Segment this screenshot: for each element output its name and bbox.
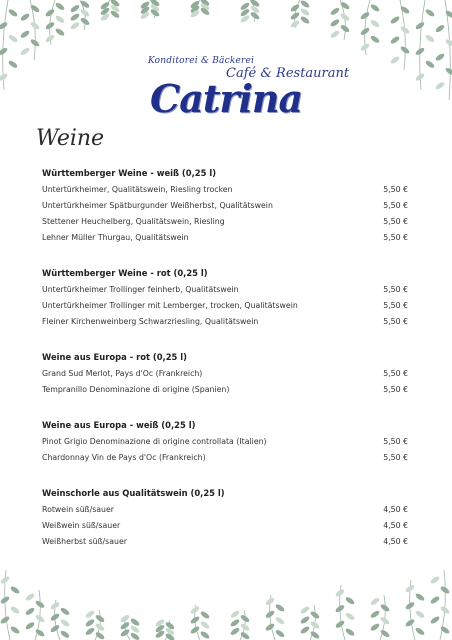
item-price: 5,50 €: [383, 301, 408, 310]
item-price: 5,50 €: [383, 201, 408, 210]
menu-item: [42, 214, 408, 230]
item-name: Pinot Grigio Denominazione di origine controllata (Italien): [42, 437, 267, 446]
item-price: 5,50 €: [383, 285, 408, 294]
menu-item: [42, 502, 408, 518]
item-price: 5,50 €: [383, 233, 408, 242]
menu-section: [42, 350, 408, 398]
item-price: 5,50 €: [383, 453, 408, 462]
menu-item: [42, 230, 408, 246]
section-title: Weine aus Europa - rot (0,25 l): [42, 352, 187, 362]
menu-item: [42, 314, 408, 330]
item-price: 4,50 €: [383, 521, 408, 530]
item-price: 5,50 €: [383, 369, 408, 378]
item-price: 5,50 €: [383, 217, 408, 226]
item-name: Tempranillo Denominazione di origine (Spanien): [42, 385, 230, 394]
menu-item: [42, 450, 408, 466]
menu-section: [42, 266, 408, 330]
section-title: Württemberger Weine - weiß (0,25 l): [42, 168, 217, 178]
item-price: 5,50 €: [383, 185, 408, 194]
item-name: Grand Sud Merlot, Pays d'Oc (Frankreich): [42, 369, 203, 378]
section-title: Weine aus Europa - weiß (0,25 l): [42, 420, 196, 430]
section-title: Weinschorle aus Qualitätswein (0,25 l): [42, 488, 225, 498]
item-name: Untertürkheimer Spätburgunder Weißherbst, Qualitätswein: [42, 201, 273, 210]
menu-item: [42, 534, 408, 550]
section-title: Württemberger Weine - rot (0,25 l): [42, 268, 208, 278]
logo-tagline: Konditorei & Bäckerei: [148, 56, 255, 66]
item-name: Lehner Müller Thurgau, Qualitätswein: [42, 233, 189, 242]
menu-item: [42, 198, 408, 214]
menu-item: [42, 298, 408, 314]
menu-item: [42, 182, 408, 198]
item-name: Untertürkheimer Trollinger feinherb, Qualitätswein: [42, 285, 239, 294]
menu-section: [42, 486, 408, 550]
item-price: 4,50 €: [383, 505, 408, 514]
item-name: Untertürkheimer Trollinger mit Lemberger, trocken, Qualitätswein: [42, 301, 298, 310]
item-name: Weißwein süß/sauer: [42, 521, 121, 530]
item-name: Untertürkheimer, Qualitätswein, Riesling trocken: [42, 185, 233, 194]
logo-subtitle: Café & Restaurant: [226, 66, 350, 81]
bottom-foliage-decoration: [0, 560, 452, 640]
logo-name: Catrina: [150, 76, 303, 121]
item-price: 4,50 €: [383, 537, 408, 546]
item-price: 5,50 €: [383, 317, 408, 326]
menu-item: [42, 434, 408, 450]
menu-section: [42, 418, 408, 466]
item-price: 5,50 €: [383, 385, 408, 394]
item-price: 5,50 €: [383, 437, 408, 446]
menu-section: [42, 166, 408, 246]
item-name: Weißherbst süß/sauer: [42, 537, 127, 546]
menu-item: [42, 518, 408, 534]
restaurant-logo: [140, 52, 350, 121]
item-name: Fleiner Kirchenweinberg Schwarzriesling, Qualitätswein: [42, 317, 259, 326]
page-title: Weine: [36, 126, 105, 151]
menu-item: [42, 382, 408, 398]
item-name: Chardonnay Vin de Pays d'Oc (Frankreich): [42, 453, 206, 462]
menu-item: [42, 366, 408, 382]
menu-item: [42, 282, 408, 298]
item-name: Stettener Heuchelberg, Qualitätswein, Riesling: [42, 217, 225, 226]
item-name: Rotwein süß/sauer: [42, 505, 114, 514]
wine-menu: [42, 166, 408, 570]
